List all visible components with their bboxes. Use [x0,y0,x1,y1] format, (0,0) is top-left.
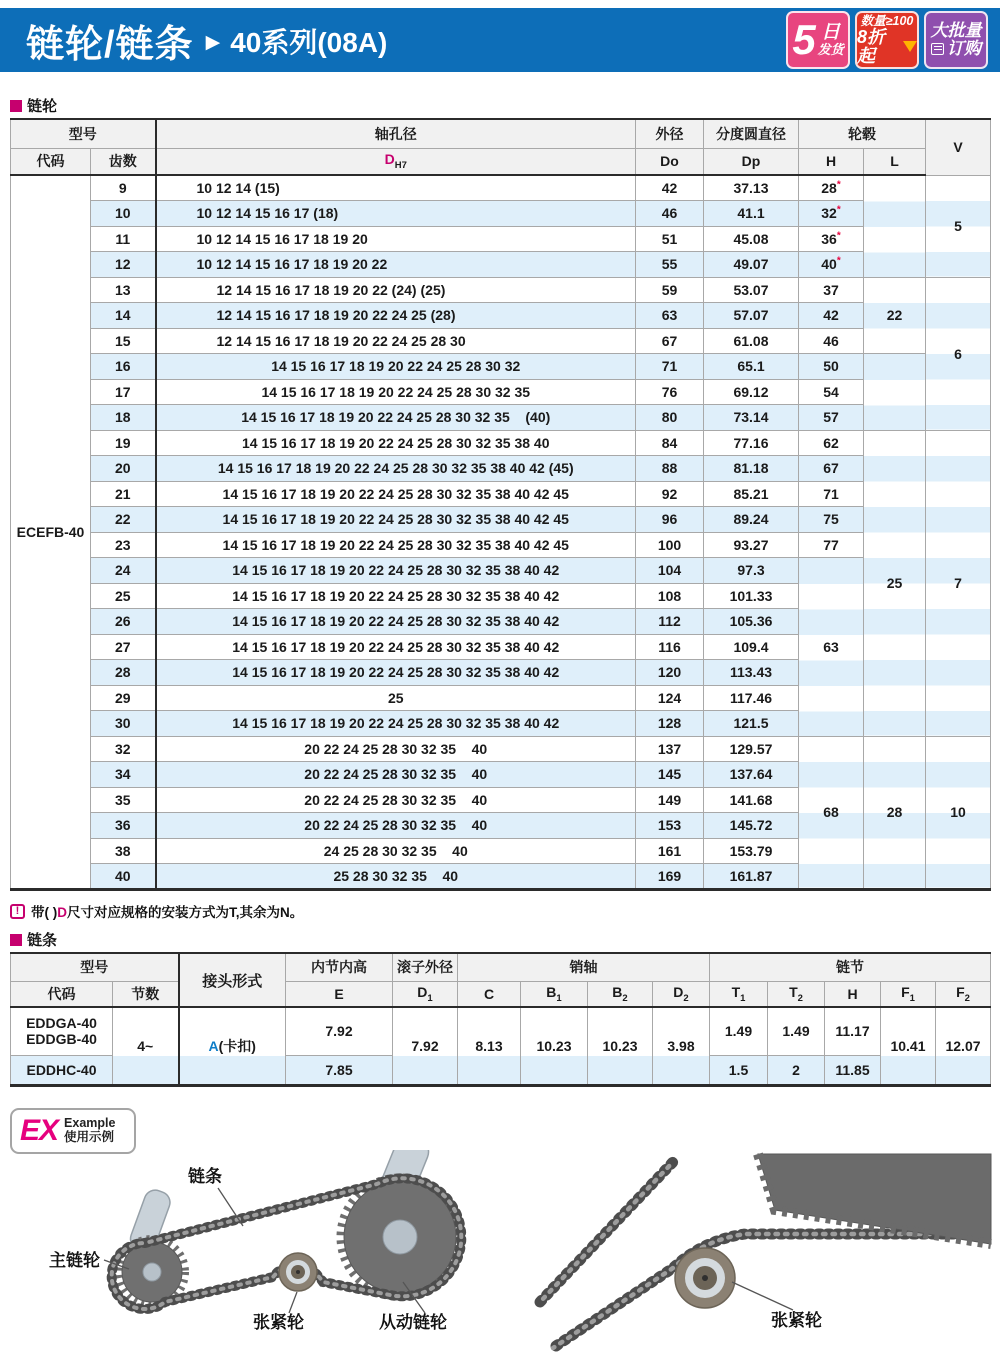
outer-diameter: 100 [636,532,704,558]
title-arrow-icon: ▶ [205,31,221,53]
page-subtitle: 40系列(08A) [230,27,388,58]
hub-h: 77 [799,532,864,558]
sprocket-row [11,328,991,354]
hub-h: 36* [799,226,864,252]
hub-h: 75 [799,507,864,533]
bore-list: 14 15 16 17 18 19 20 22 24 25 28 30 32 35 38 40 42 45 [156,507,636,533]
pitch-diameter: 61.08 [704,328,799,354]
pitch-diameter: 153.79 [704,838,799,864]
bore-list: 14 15 16 17 18 19 20 22 24 25 28 30 32 35 38 40 42 (45) [156,456,636,482]
col-header-代码: 代码 [11,981,113,1007]
teeth-count: 17 [91,379,156,405]
teeth-count: 36 [91,813,156,839]
hub-h: 63 [799,558,864,737]
hub-h: 40* [799,252,864,278]
example-badge [10,1108,136,1154]
hub-h: 54 [799,379,864,405]
sprocket-row [11,736,991,762]
hub-h: 57 [799,405,864,431]
col-header-节数: 节数 [113,981,179,1007]
teeth-count: 28 [91,660,156,686]
badge-order-label: 订购 [947,39,981,58]
teeth-count: 13 [91,277,156,303]
label-tensioner-right: 张紧轮 [771,1311,822,1330]
outer-diameter: 59 [636,277,704,303]
outer-diameter: 96 [636,507,704,533]
sprocket-row [11,405,991,431]
bore-list: 10 12 14 15 16 17 18 19 20 22 [156,252,636,278]
badge-quantity-discount [855,11,919,69]
pitch-diameter: 89.24 [704,507,799,533]
hub-h: 46 [799,328,864,354]
val-t1: 1.5 [710,1055,768,1085]
sprocket-row [11,481,991,507]
pitch-diameter: 93.27 [704,532,799,558]
badge-5-number: 5 [792,15,816,63]
outer-diameter: 128 [636,711,704,737]
pitch-diameter: 57.07 [704,303,799,329]
sprocket-table [10,118,991,891]
sprocket-row [11,201,991,227]
badge-discount-label: 8折起 [857,26,886,66]
bore-list: 25 [156,685,636,711]
col-header-model: 型号 [11,119,156,148]
outer-diameter: 76 [636,379,704,405]
val-h: 11.85 [825,1055,881,1085]
teeth-count: 27 [91,634,156,660]
val-f2: 12.07 [936,1007,991,1085]
badge-bulk-order [924,11,988,69]
pitch-diameter: 65.1 [704,354,799,380]
pitch-diameter: 101.33 [704,583,799,609]
col-header-bore: 轴孔径 [156,119,636,148]
outer-diameter: 108 [636,583,704,609]
model-code: ECEFB-40 [11,175,91,889]
teeth-count: 38 [91,838,156,864]
bore-list: 10 12 14 15 16 17 18 19 20 [156,226,636,252]
teeth-count: 9 [91,175,156,201]
col-header-e: E [286,981,393,1007]
teeth-count: 32 [91,736,156,762]
pitch-diameter: 49.07 [704,252,799,278]
col-header-joint: 接头形式 [179,953,286,1007]
closeup-tensioner-roller [675,1248,735,1308]
sprocket-row [11,507,991,533]
section-label-text: 链轮 [27,98,58,115]
badge-day-label: 日 [821,22,841,44]
col-header-pin: 销轴 [458,953,710,981]
v-value: 5 [926,175,991,277]
val-b1: 10.23 [521,1007,588,1085]
pitch-diameter: 129.57 [704,736,799,762]
section-label-chain [10,929,57,950]
col-header-b2: $B_2$ [588,981,653,1007]
col-header-b1: $B_1$ [521,981,588,1007]
val-f1: 10.41 [881,1007,936,1085]
section-label-text: 链条 [27,932,58,949]
pitch-diameter: 73.14 [704,405,799,431]
page-header-bar [0,8,1000,72]
pitch-diameter: 97.3 [704,558,799,584]
pitch-diameter: 81.18 [704,456,799,482]
chain-code-cell: EDDHC-40 [11,1055,113,1085]
sprocket-row [11,175,991,201]
teeth-count: 40 [91,864,156,890]
teeth-count: 34 [91,762,156,788]
col-header-c: C [458,981,521,1007]
bore-list: 14 15 16 17 18 19 20 22 24 25 28 30 32 35 38 40 [156,430,636,456]
outer-diameter: 169 [636,864,704,890]
col-header-hub: 轮毂 [799,119,926,148]
col-header-l: L [864,148,926,175]
outer-diameter: 153 [636,813,704,839]
hub-h: 28* [799,175,864,201]
val-t2: 1.49 [768,1007,825,1055]
hub-l: 22 [864,277,926,354]
sprocket-row [11,354,991,380]
teeth-count: 25 [91,583,156,609]
hub-h: 62 [799,430,864,456]
hub-l: 25 [864,430,926,736]
example-en-label: Example [64,1116,116,1131]
teeth-count: 35 [91,787,156,813]
teeth-count: 26 [91,609,156,635]
pitch-diameter: 121.5 [704,711,799,737]
bore-list: 12 14 15 16 17 18 19 20 22 (24) (25) [156,277,636,303]
val-h: 11.17 [825,1007,881,1055]
col-header-dp: Dp [704,148,799,175]
bore-list: 14 15 16 17 18 19 20 22 24 25 28 30 32 35 (40) [156,405,636,431]
outer-diameter: 67 [636,328,704,354]
bore-list: 14 15 16 17 18 19 20 22 24 25 28 30 32 35 38 40 42 [156,583,636,609]
val-d1: 7.92 [393,1007,458,1085]
ex-label: EX [20,1114,59,1147]
bore-list: 12 14 15 16 17 18 19 20 22 24 25 (28) [156,303,636,329]
bore-list: 24 25 28 30 32 35 40 [156,838,636,864]
bore-list: 20 22 24 25 28 30 32 35 40 [156,762,636,788]
example-illustration [5,1150,995,1368]
chain-code-a: EDDGA-40 [26,1015,97,1032]
outer-diameter: 71 [636,354,704,380]
outer-diameter: 55 [636,252,704,278]
col-header-teeth: 齿数 [91,148,156,175]
section-square-icon [10,934,22,946]
teeth-count: 29 [91,685,156,711]
val-b2: 10.23 [588,1007,653,1085]
pitch-diameter: 141.68 [704,787,799,813]
hub-h: 67 [799,456,864,482]
chain-code-cell [11,1007,113,1055]
bore-list: 14 15 16 17 18 19 20 22 24 25 28 30 32 35 [156,379,636,405]
col-header-f2: $F_2$ [936,981,991,1007]
col-header-d1: $D_1$ [393,981,458,1007]
hub-l [864,175,926,277]
val-t2: 2 [768,1055,825,1085]
badge-qty-label: 数量≥100 [860,13,914,28]
bore-list: 12 14 15 16 17 18 19 20 22 24 25 28 30 [156,328,636,354]
hub-h: 32* [799,201,864,227]
outer-diameter: 88 [636,456,704,482]
outer-diameter: 120 [636,660,704,686]
val-e: 7.92 [286,1007,393,1055]
pitch-diameter: 145.72 [704,813,799,839]
label-driven-sprocket: 从动链轮 [379,1313,447,1332]
outer-diameter: 80 [636,405,704,431]
hub-l: 28 [864,736,926,889]
sprocket-row [11,303,991,329]
v-value: 7 [926,430,991,736]
teeth-count: 24 [91,558,156,584]
badge-5day-shipping [786,11,850,69]
col-header-code: 代码 [11,148,91,175]
sprocket-row [11,252,991,278]
bore-list: 14 15 16 17 18 19 20 22 24 25 28 30 32 35 38 40 42 [156,609,636,635]
outer-diameter: 42 [636,175,704,201]
bore-list: 10 12 14 (15) [156,175,636,201]
outer-diameter: 149 [636,787,704,813]
pitch-diameter: 137.64 [704,762,799,788]
sprocket-row [11,226,991,252]
teeth-count: 21 [91,481,156,507]
outer-diameter: 124 [636,685,704,711]
teeth-count: 12 [91,252,156,278]
col-header-pcd: 分度圆直径 [704,119,799,148]
hub-h: 37 [799,277,864,303]
outer-diameter: 51 [636,226,704,252]
outer-diameter: 46 [636,201,704,227]
teeth-count: 22 [91,507,156,533]
hub-l [864,354,926,431]
col-header-d-h7 [156,148,636,175]
teeth-count: 19 [91,430,156,456]
teeth-count: 16 [91,354,156,380]
pitch-diameter: 45.08 [704,226,799,252]
val-t1: 1.49 [710,1007,768,1055]
note-text: 带( )D尺寸对应规格的安装方式为T,其余为N。 [31,905,304,920]
sprocket-row [11,379,991,405]
bore-list: 14 15 16 17 18 19 20 22 24 25 28 30 32 35 38 40 42 45 [156,532,636,558]
teeth-count: 11 [91,226,156,252]
teeth-count: 20 [91,456,156,482]
hub-h: 71 [799,481,864,507]
teeth-count: 23 [91,532,156,558]
outer-diameter: 137 [636,736,704,762]
col-header-inner-height: 内节内高 [286,953,393,981]
bore-list: 20 22 24 25 28 30 32 35 40 [156,736,636,762]
pitch-diameter: 37.13 [704,175,799,201]
teeth-count: 14 [91,303,156,329]
bore-list: 14 15 16 17 18 19 20 22 24 25 28 30 32 35 38 40 42 [156,660,636,686]
promo-badges [786,11,988,69]
sprocket-row [11,430,991,456]
pitch-diameter: 41.1 [704,201,799,227]
order-form-icon [931,43,944,55]
col-header-h: H [825,981,881,1007]
page-title: 链轮/链条 [26,23,194,66]
chain-table [10,952,991,1087]
pitch-diameter: 105.36 [704,609,799,635]
h7-subscript: H7 [394,160,407,172]
col-header-f1: $F_1$ [881,981,936,1007]
section-square-icon [10,100,22,112]
outer-diameter: 145 [636,762,704,788]
bore-list: 14 15 16 17 18 19 20 22 24 25 28 30 32 35 38 40 42 [156,711,636,737]
pitch-diameter: 77.16 [704,430,799,456]
bore-list: 20 22 24 25 28 30 32 35 40 [156,813,636,839]
col-header-t2: $T_2$ [768,981,825,1007]
outer-diameter: 161 [636,838,704,864]
pitch-diameter: 113.43 [704,660,799,686]
col-header-v: V [926,119,991,175]
teeth-count: 15 [91,328,156,354]
teeth-count: 18 [91,405,156,431]
col-header-roller-od: 滚子外径 [393,953,458,981]
pitch-diameter: 161.87 [704,864,799,890]
pitch-diameter: 53.07 [704,277,799,303]
tensioner-roller [279,1253,317,1291]
joint-type: A(卡扣) [179,1007,286,1085]
col-header-od: 外径 [636,119,704,148]
outer-diameter: 84 [636,430,704,456]
v-value: 10 [926,736,991,889]
col-header-d2: $D_2$ [653,981,710,1007]
chain-code-b: EDDGB-40 [26,1031,97,1048]
sprocket-row [11,277,991,303]
teeth-count: 10 [91,201,156,227]
table-footnote [10,901,303,921]
teeth-count: 30 [91,711,156,737]
bore-list: 14 15 16 17 18 19 20 22 24 25 28 30 32 35 38 40 42 [156,558,636,584]
links-count: 4~ [113,1007,179,1085]
badge-ship-label: 发货 [817,42,844,58]
bore-list: 10 12 14 15 16 17 (18) [156,201,636,227]
sprocket-row [11,558,991,584]
col-header-do: Do [636,148,704,175]
down-arrow-icon [903,41,917,52]
label-main-sprocket: 主链轮 [49,1251,100,1270]
label-chain: 链条 [188,1167,222,1186]
outer-diameter: 104 [636,558,704,584]
section-label-sprocket [10,95,57,116]
hub-h: 68 [799,736,864,889]
hub-h: 50 [799,354,864,380]
pitch-diameter: 85.21 [704,481,799,507]
val-e: 7.85 [286,1055,393,1085]
val-c: 8.13 [458,1007,521,1085]
col-header-t1: $T_1$ [710,981,768,1007]
bore-list: 20 22 24 25 28 30 32 35 40 [156,787,636,813]
badge-bulk-label: 大批量 [930,21,982,41]
pitch-diameter: 69.12 [704,379,799,405]
v-value: 6 [926,277,991,430]
bore-list: 25 28 30 32 35 40 [156,864,636,890]
hub-h: 42 [799,303,864,329]
outer-diameter: 116 [636,634,704,660]
outer-diameter: 112 [636,609,704,635]
pitch-diameter: 109.4 [704,634,799,660]
outer-diameter: 63 [636,303,704,329]
sprocket-row [11,456,991,482]
example-cn-label: 使用示例 [64,1130,115,1144]
note-icon: ! [10,904,25,919]
bore-list: 14 15 16 17 18 19 20 22 24 25 28 30 32 35 38 40 42 45 [156,481,636,507]
col-header-model: 型号 [11,953,179,981]
col-header-link: 链节 [710,953,991,981]
chain-row-1 [11,1007,991,1055]
d-symbol: D [384,151,395,168]
bore-list: 14 15 16 17 18 19 20 22 24 25 28 30 32 35 38 40 42 [156,634,636,660]
pitch-diameter: 117.46 [704,685,799,711]
sprocket-row [11,532,991,558]
col-header-h: H [799,148,864,175]
val-d2: 3.98 [653,1007,710,1085]
bore-list: 14 15 16 17 18 19 20 22 24 25 28 30 32 [156,354,636,380]
outer-diameter: 92 [636,481,704,507]
label-tensioner: 张紧轮 [253,1313,304,1332]
